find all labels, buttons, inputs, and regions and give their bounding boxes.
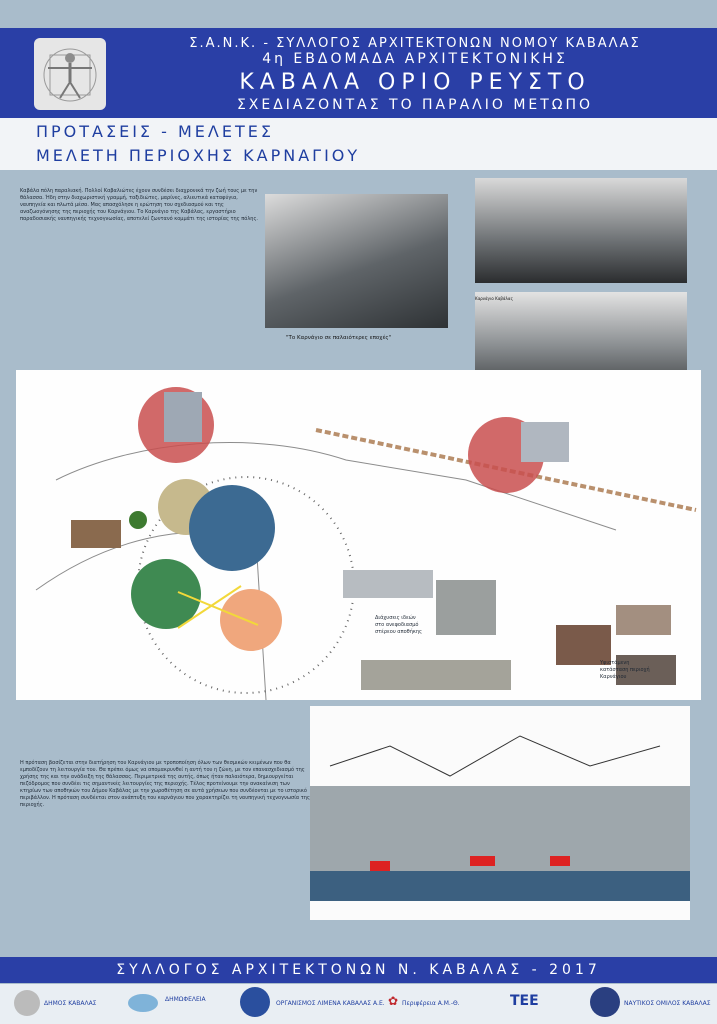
site-plan-drawing xyxy=(16,370,701,700)
dimos-kavalas-logo xyxy=(14,990,40,1016)
vitruvian-figure-icon xyxy=(34,38,106,110)
port-logo xyxy=(240,987,270,1017)
header-line-2: 4η ΕΒΔΟΜΑΔΑ ΑΡΧΙΤΕΚΤΟΝΙΚΗΣ xyxy=(262,51,568,67)
band-subtitle: ΜΕΛΕΤΗ ΠΕΡΙΟΧΗΣ ΚΑΡΝΑΓΙΟΥ xyxy=(36,146,361,165)
header-line-1: Σ.Α.Ν.Κ. - ΣΥΛΛΟΓΟΣ ΑΡΧΙΤΕΚΤΟΝΩΝ ΝΟΜΟΥ ΚΑΒΑΛΑΣ xyxy=(189,36,641,51)
old-photo-caption: Καρνάγιο Καβάλας xyxy=(475,296,513,301)
footer-banner: ΣΥΛΛΟΓΟΣ ΑΡΧΙΤΕΚΤΟΝΩΝ Ν. ΚΑΒΑΛΑΣ - 2017 xyxy=(0,957,717,983)
sponsor-5: ΤΕΕ xyxy=(510,993,539,1009)
nautical-club-logo xyxy=(590,987,620,1017)
sponsor-6: ΝΑΥΤΙΚΟΣ ΟΜΙΛΟΣ ΚΑΒΑΛΑΣ xyxy=(624,1000,711,1007)
circle-orange xyxy=(220,589,282,651)
wave-logo xyxy=(128,994,158,1012)
band-title: ΠΡΟΤΑΣΕΙΣ - ΜΕΛΕΤΕΣ xyxy=(36,122,274,141)
header-title: ΚΑΒΑΛΑ ΟΡΙΟ ΡΕΥΣΤΟ xyxy=(239,70,591,95)
proposal-text: Η πρόταση βασίζεται στην διατήρηση του Καρνάγιου με τροποποίηση όλων των θεσμικών κειμένων που θα εμποδίζουν τη λειτουργία του. Θα πρέπει όμως να απομακρυνθεί η αυτή του η ζώνη, με τον επανασχεδιασμό της χρήσης της και την ανάδειξη της θάλασσας. Περιμετρικά της αυτής, όπως ήταν παλαιότερα, δημιουργείται πεζόδρομος που συνδέει τις σημαντικές λειτουργίες της περιοχής. Τέλος προτείνουμε την ανακαίνιση των κτηρίων των αποθηκών του Δήμου Καβάλας με την χωροθέτηση σε αυτά χρήσεων που συνδέονται με το ιστορικό περιβάλλον. Η πρόταση συνδέεται στον ανάπτυξη του καρνάγιου που χαρακτηρίζει τη ναυπηγική τεχνογνωσία της περιοχής. xyxy=(20,760,310,808)
header-subtitle: ΣΧΕΔΙΑΖΟΝΤΑΣ ΤΟ ΠΑΡΑΛΙΟ ΜΕΤΩΠΟ xyxy=(236,97,594,113)
ideas-label: Διάχυσεις ιδεών στο ανεφοδιασμό στέρεου αποθήκης xyxy=(375,615,422,635)
site-plan xyxy=(16,370,701,700)
section-drawing xyxy=(310,706,690,920)
photo-caption: "Το Καρνάγιο σε παλαιότερες εποχές" xyxy=(286,335,392,341)
sponsor-1: ΔΗΜΟΣ ΚΑΒΑΛΑΣ xyxy=(44,1000,97,1007)
sponsor-3: ΟΡΓΑΝΙΣΜΟΣ ΛΙΜΕΝΑ ΚΑΒΑΛΑΣ Α.Ε. xyxy=(276,1000,385,1007)
existing-label: Υφιστάμενη κατάσταση περιοχή Καρνάγιου xyxy=(600,660,650,680)
sponsor-4: Περιφέρεια Α.Μ.-Θ. xyxy=(402,1000,460,1007)
intro-text: Καβάλα πόλη παραλιακή. Πολλοί Καβαλιώτες έχουν συνδέσει διαχρονικά την ζωή τους με την θάλασσα. Ήδη στην διαχωριστική γραμμή, ταξιδιώτες, μαρίνες, αλιευτικά καταφύγια, ναυπηγεία και πλωτά μέσα. Μας απασχόλησε η ερώτηση του σχεδιασμού και της αναζωογόνησης της περιοχής του Καρνάγιου. Το Καρνάγιο της Καβάλας, εργαστήριο παραδοσιακής ναυπηγικής τεχνογνωσίας, αποτελεί ζωντανό κομμάτι της ιστορίας της πόλης. xyxy=(20,188,258,222)
sponsor-2: ΔΗΜΩΦΕΛΕΙΑ xyxy=(165,996,206,1003)
vitruvian-logo xyxy=(34,38,106,110)
old-boats-photo xyxy=(265,194,448,328)
shipyard-photo xyxy=(475,178,687,283)
region-logo-icon: ✿ xyxy=(388,994,399,1008)
section-sketch xyxy=(310,706,690,920)
circle-blue xyxy=(189,485,275,571)
